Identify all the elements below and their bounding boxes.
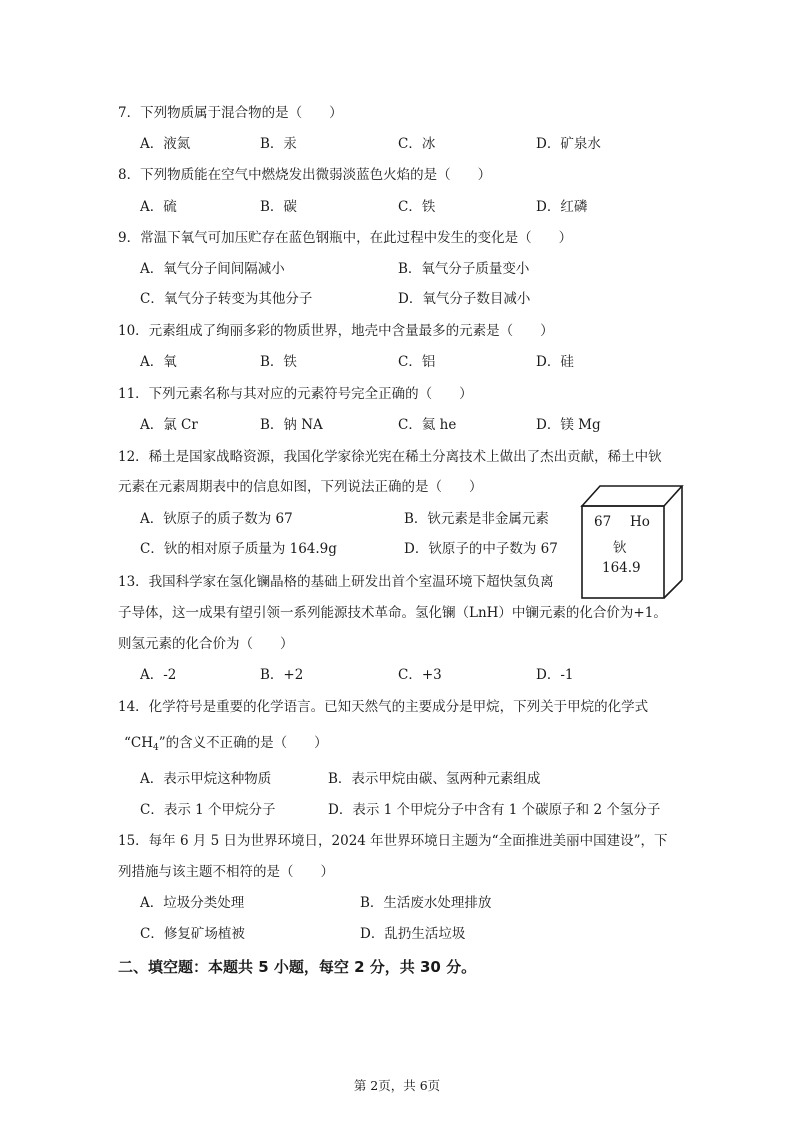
question-15-stem-line-1: 15．每年 6 月 5 日为世界环境日，2024 年世界环境日主题为“全面推进美丽中国建设”，下 (118, 833, 668, 849)
question-13-option-b: B．+2 (260, 667, 304, 683)
question-8-stem: 8．下列物质能在空气中燃烧发出微弱淡蓝色火焰的是（ ） (118, 167, 492, 183)
question-9-option-c: C．氧气分子转变为其他分子 (140, 291, 313, 307)
question-7-option-c: C．冰 (398, 136, 436, 152)
question-13-option-c: C．+3 (398, 667, 442, 683)
question-13-option-a: A．-2 (140, 667, 177, 683)
question-10-stem: 10．元素组成了绚丽多彩的物质世界，地壳中含量最多的元素是（ ） (118, 323, 554, 339)
question-11-stem: 11．下列元素名称与其对应的元素符号完全正确的（ ） (118, 386, 473, 402)
question-11-option-c: C．氦 he (398, 417, 457, 433)
element-atomic-mass: 164.9 (602, 560, 641, 576)
question-14-option-a: A．表示甲烷这种物质 (140, 771, 272, 787)
question-9-option-b: B．氧气分子质量变小 (398, 261, 530, 277)
question-9-option-a: A．氧气分子间间隔减小 (140, 261, 285, 277)
question-8-option-c: C．铁 (398, 199, 436, 215)
question-8-option-b: B．碳 (260, 199, 297, 215)
question-15-option-a: A．垃圾分类处理 (140, 895, 245, 911)
question-15-option-d: D．乱扔生活垃圾 (360, 926, 466, 942)
question-14-option-c: C．表示 1 个甲烷分子 (140, 802, 276, 818)
element-name: 钬 (613, 540, 627, 556)
question-12-option-a: A．钬原子的质子数为 67 (140, 511, 293, 527)
question-14-stem-line-2 (124, 734, 328, 757)
element-symbol: Ho (630, 514, 650, 530)
question-8-option-a: A．硫 (140, 199, 177, 215)
question-15-option-c: C．修复矿场植被 (140, 926, 245, 942)
question-9-option-d: D．氧气分子数目减小 (398, 291, 531, 307)
question-9-stem: 9．常温下氧气可加压贮存在蓝色钢瓶中，在此过程中发生的变化是（ ） (118, 230, 573, 246)
element-cube-outline (580, 484, 684, 600)
formula-suffix: ”的含义不正确的是（ ） (158, 735, 328, 751)
question-14-option-d: D．表示 1 个甲烷分子中含有 1 个碳原子和 2 个氢分子 (328, 802, 661, 818)
question-10-option-d: D．硅 (536, 354, 574, 370)
question-7-option-a: A．液氮 (140, 136, 191, 152)
question-11-option-a: A．氯 Cr (140, 417, 198, 433)
question-14-option-b: B．表示甲烷由碳、氢两种元素组成 (328, 771, 541, 787)
question-10-option-a: A．氧 (140, 354, 177, 370)
question-15-option-b: B．生活废水处理排放 (360, 895, 492, 911)
question-11-option-d: D．镁 Mg (536, 417, 601, 433)
element-atomic-number: 67 (594, 514, 612, 530)
question-13-stem-line-1: 13．我国科学家在氢化镧晶格的基础上研发出首个室温环境下超快氢负离 (118, 574, 554, 590)
question-7-option-b: B．汞 (260, 136, 297, 152)
holmium-element-card (580, 484, 684, 600)
question-7-option-d: D．矿泉水 (536, 136, 601, 152)
question-11-option-b: B．钠 NA (260, 417, 323, 433)
question-14-stem-line-1: 14．化学符号是重要的化学语言。已知天然气的主要成分是甲烷，下列关于甲烷的化学式 (118, 699, 649, 715)
question-10-option-c: C．铝 (398, 354, 436, 370)
formula-prefix: “CH (124, 735, 154, 751)
question-13-stem-line-2: 子导体，这一成果有望引领一系列能源技术革命。氢化镧（LnH）中镧元素的化合价为+1。 (118, 605, 667, 621)
section-2-heading: 二、填空题：本题共 5 小题，每空 2 分，共 30 分。 (118, 958, 477, 976)
page-number-footer: 第 2页，共 6页 (353, 1078, 441, 1093)
formula-subscript: 4 (153, 743, 159, 753)
question-13-stem-line-3: 则氢元素的化合价为（ ） (118, 636, 294, 652)
question-12-option-d: D．钬原子的中子数为 67 (404, 541, 558, 557)
question-12-option-c: C．钬的相对原子质量为 164.9g (140, 541, 337, 557)
question-12-option-b: B．钬元素是非金属元素 (404, 511, 549, 527)
question-7-stem: 7．下列物质属于混合物的是（ ） (118, 105, 343, 121)
question-12-stem-line-1: 12．稀土是国家战略资源，我国化学家徐光宪在稀土分离技术上做出了杰出贡献，稀土中钬 (118, 449, 662, 465)
question-10-option-b: B．铁 (260, 354, 297, 370)
question-13-option-d: D．-1 (536, 667, 574, 683)
question-12-stem-line-2: 元素在元素周期表中的信息如图，下列说法正确的是（ ） (118, 479, 483, 495)
question-8-option-d: D．红磷 (536, 199, 588, 215)
question-15-stem-line-2: 列措施与该主题不相符的是（ ） (118, 864, 334, 880)
